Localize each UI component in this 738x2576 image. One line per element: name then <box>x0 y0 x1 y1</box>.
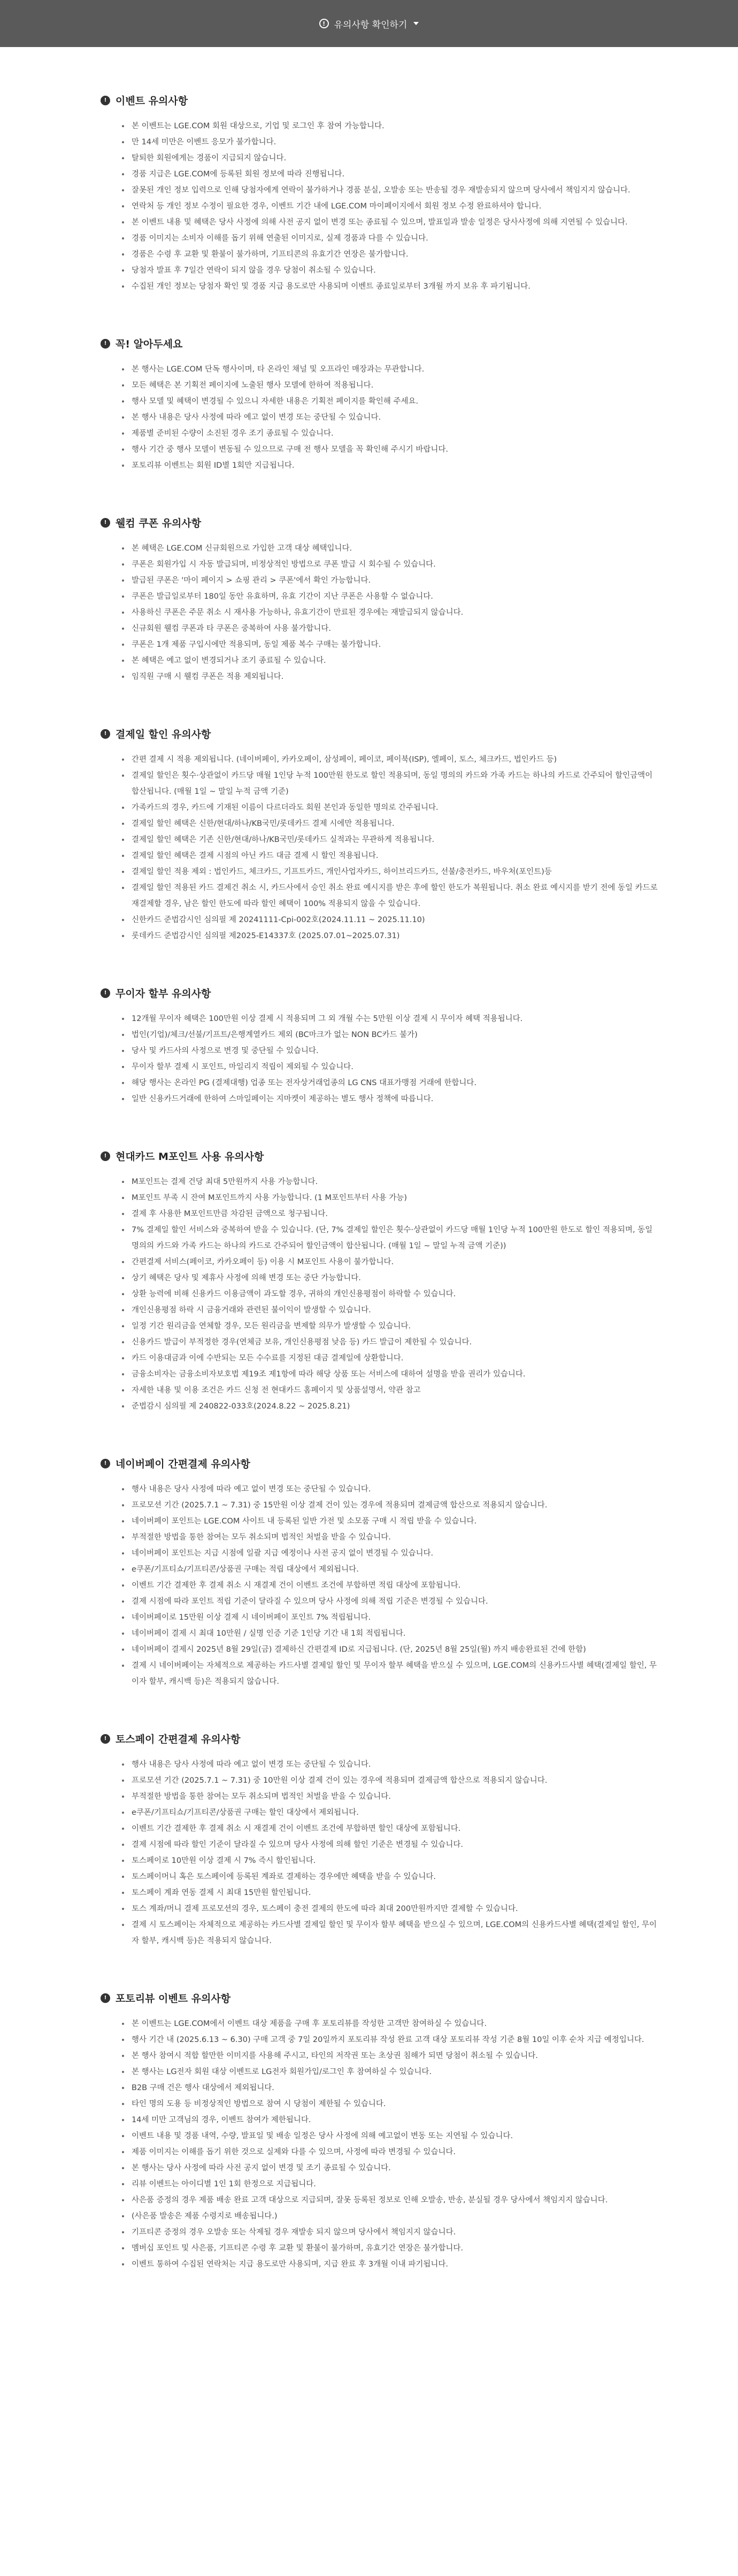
notice-item: 멤버십 포인트 및 사은품, 기프티콘 수령 후 교환 및 환불이 불가하며, 유효기간 연장은 불가합니다. <box>122 2240 658 2256</box>
notice-item: 잘못된 개인 정보 입력으로 인해 당첨자에게 연락이 불가하거나 경품 분실, 오발송 또는 반송될 경우 재발송되지 않으며 당사에서 책임지지 않습니다. <box>122 182 658 198</box>
section-header <box>101 1149 658 1163</box>
section-header <box>101 515 658 530</box>
notice-item: 14세 미만 고객님의 경우, 이벤트 참여가 제한됩니다. <box>122 2112 658 2128</box>
notice-item: 해당 행사는 온라인 PG (결제대행) 업종 또는 전자상거래업종의 LG CNS 대표가맹점 거래에 한합니다. <box>122 1075 658 1091</box>
notice-item: 이벤트 내용 및 경품 내역, 수량, 발표일 및 배송 일정은 당사 사정에 의해 예고없이 변동 또는 지연될 수 있습니다. <box>122 2128 658 2144</box>
notice-item: 본 행사 내용은 당사 사정에 따라 예고 없이 변경 또는 중단될 수 있습니다. <box>122 409 658 426</box>
notice-item: 결제일 할인 혜택은 결제 시점의 아닌 카드 대금 결제 시 할인 적용됩니다. <box>122 848 658 864</box>
notice-item: 행사 내용은 당사 사정에 따라 예고 없이 변경 또는 중단될 수 있습니다. <box>122 1481 658 1497</box>
notice-item: 신한카드 준법감시인 심의필 제 20241111-Cpi-002호(2024.11.11 ~ 2025.11.10) <box>122 912 658 928</box>
notice-item: 결제 후 사용한 M포인트만큼 차감된 금액으로 청구됩니다. <box>122 1206 658 1222</box>
notice-item: 만 14세 미만은 이벤트 응모가 불가합니다. <box>122 134 658 150</box>
section-title: 현대카드 M포인트 사용 유의사항 <box>116 1151 264 1163</box>
notice-item: 사용하신 쿠폰은 주문 취소 시 재사용 가능하나, 유효기간이 만료된 경우에는 재발급되지 않습니다. <box>122 605 658 621</box>
notice-item: 네이버페이 결제 시 최대 10만원 / 실명 인증 기준 1인당 기간 내 1회 적립됩니다. <box>122 1626 658 1642</box>
notice-item: 가족카드의 경우, 카드에 기재된 이름이 다르더라도 회원 본인과 동일한 명의로 간주됩니다. <box>122 800 658 816</box>
exclamation-icon: ! <box>101 1734 110 1744</box>
notice-item: 금융소비자는 금융소비자보호법 제19조 제1항에 따라 해당 상품 또는 서비스에 대하여 설명을 받을 권리가 있습니다. <box>122 1366 658 1382</box>
notice-item: 네이버페이 결제시 2025년 8월 29일(금) 결제하신 간편결제 ID로 지급됩니다. (단, 2025년 8월 25일(월) 까지 배송완료된 건에 한함) <box>122 1642 658 1658</box>
info-icon: ! <box>319 19 329 28</box>
notice-item: 토스페이 계좌 연동 결제 시 최대 15만원 할인됩니다. <box>122 1885 658 1901</box>
notice-item: 연락처 등 개인 정보 수정이 필요한 경우, 이벤트 기간 내에 LGE.COM 마이페이지에서 회원 정보 수정 완료하셔야 합니다. <box>122 198 658 214</box>
section-title: 꼭! 알아두세요 <box>116 338 183 350</box>
notice-item: 카드 이용대금과 이에 수반되는 모든 수수료를 지정된 대금 결제일에 상환합니다. <box>122 1350 658 1366</box>
section-header <box>101 726 658 741</box>
notice-item: 당사 및 카드사의 사정으로 변경 및 중단될 수 있습니다. <box>122 1043 658 1059</box>
notice-item: 본 이벤트 내용 및 혜택은 당사 사정에 의해 사전 공지 없이 변경 또는 종료될 수 있으며, 발표일과 발송 일정은 당사사정에 의해 지연될 수 있습니다. <box>122 214 658 230</box>
notice-item: 결제일 할인은 횟수·상관없이 카드당 매월 1인당 누적 100만원 한도로 할인 적용되며, 동일 명의의 카드와 가족 카드는 하나의 카드로 간주되어 할인금액이 합산됩니다. (매월 1일 ~ 말일 누적 금액 기준) <box>122 768 658 800</box>
exclamation-icon: ! <box>101 988 110 998</box>
notice-toggle-bar[interactable] <box>0 0 738 47</box>
notice-item: 결제일 할인 적용된 카드 결제건 취소 시, 카드사에서 승인 취소 완료 예시지를 받은 후에 할인 한도가 복원됩니다. 취소 완료 예시지를 받기 전에 동일 카드로 재결제할 경우, 남은 할인 한도에 따라 할인 혜택이 100% 적용되지 않을 수 있습니다. <box>122 880 658 912</box>
notice-item: 행사 기간 내 (2025.6.13 ~ 6.30) 구매 고객 중 7일 20일까지 포토리뷰 작성 완료 고객 대상 포토리뷰 작성 기준 8월 10일 이후 순차 지급 예정입니다. <box>122 2032 658 2048</box>
notice-list <box>101 361 658 474</box>
notice-section <box>101 726 658 944</box>
notice-item: 일반 신용카드거래에 한하여 스마일페이는 지마켓이 제공하는 별도 행사 정책에 따릅니다. <box>122 1091 658 1107</box>
notice-item: 경품 이미지는 소비자 이해를 돕기 위해 연출된 이미지로, 실제 경품과 다를 수 있습니다. <box>122 230 658 246</box>
notice-item: 본 혜택은 예고 없이 변경되거나 조기 종료될 수 있습니다. <box>122 653 658 669</box>
section-header <box>101 986 658 1000</box>
notice-list <box>101 1481 658 1690</box>
notice-item: 간편결제 서비스(페이코, 카카오페이 등) 이용 시 M포인트 사용이 불가합니다. <box>122 1254 658 1270</box>
notice-item: 경품은 수령 후 교환 및 환불이 불가하며, 기프티콘의 유효기간 연장은 불가합니다. <box>122 246 658 262</box>
notice-item: 결제일 할인 혜택은 기존 신한/현대/하나/KB국민/롯데카드 실적과는 무관하게 적용됩니다. <box>122 832 658 848</box>
notice-item: 결제일 할인 적용 제외 : 법인카드, 체크카드, 기프트카드, 개인사업자카드, 하이브리드카드, 선불/충전카드, 바우처(포인트)등 <box>122 864 658 880</box>
notice-item: 부적절한 방법을 통한 참여는 모두 취소되며 법적인 처벌을 받을 수 있습니다. <box>122 1789 658 1805</box>
notice-item: 본 이벤트는 LGE.COM에서 이벤트 대상 제품을 구매 후 포토리뷰를 작성한 고객만 참여하실 수 있습니다. <box>122 2016 658 2032</box>
notice-item: 행사 내용은 당사 사정에 따라 예고 없이 변경 또는 중단될 수 있습니다. <box>122 1757 658 1773</box>
notice-item: 토스페이로 10만원 이상 결제 시 7% 즉시 할인됩니다. <box>122 1853 658 1869</box>
notice-item: 준법감시 심의필 제 240822-033호(2024.8.22 ~ 2025.8.21) <box>122 1398 658 1414</box>
notice-item: 신규회원 웰컴 쿠폰과 타 쿠폰은 중복하여 사용 불가합니다. <box>122 621 658 637</box>
section-header <box>101 1456 658 1471</box>
notice-item: 당첨자 발표 후 7일간 연락이 되지 않을 경우 당첨이 취소될 수 있습니다. <box>122 262 658 279</box>
notice-item: 간편 결제 시 적용 제외됩니다. (네이버페이, 카카오페이, 삼성페이, 페이코, 페이북(ISP), 엘페이, 토스, 체크카드, 법인카드 등) <box>122 752 658 768</box>
notice-list <box>101 2016 658 2272</box>
notice-item: 프로모션 기간 (2025.7.1 ~ 7.31) 중 10만원 이상 결제 건이 있는 경우에 적용되며 결제금액 합산으로 적용되지 않습니다. <box>122 1773 658 1789</box>
notice-item: 포토리뷰 이벤트는 회원 ID별 1회만 지급됩니다. <box>122 458 658 474</box>
section-title: 네이버페이 간편결제 유의사항 <box>116 1458 250 1470</box>
notice-item: 탈퇴한 회원에게는 경품이 지급되지 않습니다. <box>122 150 658 166</box>
notice-item: 7% 결제일 할인 서비스와 중복하여 받을 수 있습니다. (단, 7% 결제일 할인은 횟수·상관없이 카드당 매월 1인당 누적 100만원 한도로 할인 적용되며, 동일 명의의 카드와 가족 카드는 하나의 카드로 간주되어 할인금액이 합산됩니다. (매월 1일 ~ 말일 누적 금액 기준)) <box>122 1222 658 1254</box>
notice-item: 결제 시 네이버페이는 자체적으로 제공하는 카드사별 결제일 할인 및 무이자 할부 혜택을 받으실 수 있으며, LGE.COM의 신용카드사별 혜택(결제일 할인, 무이자 할부, 캐시백 등)은 적용되지 않습니다. <box>122 1658 658 1690</box>
notice-item: 이벤트 기간 결제한 후 결제 취소 시 재결제 건이 이벤트 조건에 부합하면 할인 대상에 포함됩니다. <box>122 1821 658 1837</box>
exclamation-icon: ! <box>101 1151 110 1161</box>
notice-item: 수집된 개인 정보는 당첨자 확인 및 경품 지급 용도로만 사용되며 이벤트 종료일로부터 3개월 까지 보유 후 파기됩니다. <box>122 279 658 295</box>
notice-item: e쿠폰/기프티쇼/기프티콘/상품권 구매는 할인 대상에서 제외됩니다. <box>122 1805 658 1821</box>
notice-item: 12개월 무이자 혜택은 100만원 이상 결제 시 적용되며 그 외 개월 수는 5만원 이상 결제 시 무이자 혜택 적용됩니다. <box>122 1011 658 1027</box>
notice-item: 결제 시 토스페이는 자체적으로 제공하는 카드사별 결제일 할인 및 무이자 할부 혜택을 받으실 수 있으며, LGE.COM의 신용카드사별 혜택(결제일 할인, 무이자 할부, 캐시백 등)은 적용되지 않습니다. <box>122 1917 658 1949</box>
section-header <box>101 1731 658 1746</box>
notice-item: 법인(기업)/체크/선불/기프트/은행계열카드 제외 (BC마크가 없는 NON BC카드 불가) <box>122 1027 658 1043</box>
notice-toggle[interactable] <box>319 17 419 30</box>
notice-section <box>101 1731 658 1949</box>
notice-item: 본 행사는 LG전자 회원 대상 이벤트로 LG전자 회원가입/로그인 후 참여하실 수 있습니다. <box>122 2064 658 2080</box>
notice-item: 타인 명의 도용 등 비정상적인 방법으로 참여 시 당첨이 제한될 수 있습니다. <box>122 2096 658 2112</box>
notice-content <box>0 47 738 2357</box>
notice-item: 네이버페이 포인트는 LGE.COM 사이트 내 등록된 일반 가전 및 소모품 구매 시 적립 받을 수 있습니다. <box>122 1513 658 1529</box>
section-title: 웰컴 쿠폰 유의사항 <box>116 517 202 529</box>
notice-list <box>101 1757 658 1949</box>
notice-item: 경품 지급은 LGE.COM에 등록된 회원 정보에 따라 진행됩니다. <box>122 166 658 182</box>
notice-item: 네이버페이로 15만원 이상 결제 시 네이버페이 포인트 7% 적립됩니다. <box>122 1610 658 1626</box>
notice-item: 이벤트 통하여 수집된 연락처는 지급 용도로만 사용되며, 지급 완료 후 3개월 이내 파기됩니다. <box>122 2256 658 2272</box>
section-title: 이벤트 유의사항 <box>116 95 188 107</box>
notice-item: 개인신용평점 하락 시 금융거래와 관련된 불이익이 발생할 수 있습니다. <box>122 1302 658 1318</box>
notice-item: 토스페이머니 혹은 토스페이에 등록된 계좌로 결제하는 경우에만 혜택을 받을 수 있습니다. <box>122 1869 658 1885</box>
notice-section <box>101 515 658 685</box>
notice-section <box>101 93 658 295</box>
section-title: 포토리뷰 이벤트 유의사항 <box>116 1993 231 2005</box>
notice-toggle-label: 유의사항 확인하기 <box>334 19 408 30</box>
notice-list <box>101 1011 658 1107</box>
exclamation-icon: ! <box>101 1459 110 1468</box>
notice-item: 리뷰 이벤트는 아이디별 1인 1회 한정으로 지급됩니다. <box>122 2176 658 2192</box>
notice-item: 쿠폰은 회원가입 시 자동 발급되며, 비정상적인 방법으로 쿠폰 발급 시 회수될 수 있습니다. <box>122 556 658 573</box>
notice-item: 쿠폰은 발급일로부터 180일 동안 유효하며, 유효 기간이 지난 쿠폰은 사용할 수 없습니다. <box>122 589 658 605</box>
notice-item: 결제 시점에 따라 포인트 적립 기준이 달라질 수 있으며 당사 사정에 의해 적립 기준은 변경될 수 있습니다. <box>122 1593 658 1610</box>
notice-item: 롯데카드 준법감시인 심의필 제2025-E14337호 (2025.07.01~2025.07.31) <box>122 928 658 944</box>
notice-item: 행사 모델 및 혜택이 변경될 수 있으니 자세한 내용은 기획전 페이지를 확인해 주세요. <box>122 393 658 409</box>
notice-item: 기프티콘 증정의 경우 오발송 또는 삭제될 경우 재발송 되지 않으며 당사에서 책임지지 않습니다. <box>122 2224 658 2240</box>
notice-item: M포인트 부족 시 잔여 M포인트까지 사용 가능합니다. (1 M포인트부터 사용 가능) <box>122 1190 658 1206</box>
notice-list <box>101 540 658 685</box>
notice-section <box>101 986 658 1107</box>
notice-item: (사은품 발송은 제품 수령지로 배송됩니다.) <box>122 2208 658 2224</box>
notice-item: 제품별 준비된 수량이 소진된 경우 조기 종료될 수 있습니다. <box>122 426 658 442</box>
notice-item: 발급된 쿠폰은 '마이 페이지 > 쇼핑 관리 > 쿠폰'에서 확인 가능합니다. <box>122 573 658 589</box>
notice-item: 결제일 할인 혜택은 신한/현대/하나/KB국민/롯데카드 결제 시에만 적용됩니다. <box>122 816 658 832</box>
notice-item: 본 행사는 당사 사정에 따라 사전 공지 없이 변경 및 조기 종료될 수 있습니다. <box>122 2160 658 2176</box>
notice-section <box>101 1991 658 2272</box>
notice-item: 무이자 할부 결제 시 포인트, 마일리지 적립이 제외될 수 있습니다. <box>122 1059 658 1075</box>
exclamation-icon: ! <box>101 518 110 528</box>
notice-item: 제품 이미지는 이해를 돕기 위한 것으로 실제와 다를 수 있으며, 사정에 따라 변경될 수 있습니다. <box>122 2144 658 2160</box>
notice-item: 행사 기간 중 행사 모델이 변동될 수 있으므로 구매 전 행사 모델을 꼭 확인해 주시기 바랍니다. <box>122 442 658 458</box>
notice-item: 부적절한 방법을 통한 참여는 모두 취소되며 법적인 처벌을 받을 수 있습니다. <box>122 1529 658 1545</box>
section-title: 토스페이 간편결제 유의사항 <box>116 1734 241 1745</box>
chevron-down-icon <box>413 22 419 25</box>
notice-item: 본 행사는 LGE.COM 단독 행사이며, 타 온라인 채널 및 오프라인 매장과는 무관합니다. <box>122 361 658 377</box>
notice-item: 네이버페이 포인트는 지급 시점에 일괄 지급 예정이나 사전 공지 없이 변경될 수 있습니다. <box>122 1545 658 1561</box>
notice-list <box>101 752 658 944</box>
notice-item: 이벤트 기간 결제한 후 결제 취소 시 재결제 건이 이벤트 조건에 부합하면 적립 대상에 포함됩니다. <box>122 1577 658 1593</box>
exclamation-icon: ! <box>101 96 110 105</box>
notice-item: 임직원 구매 시 웰컴 쿠폰은 적용 제외됩니다. <box>122 669 658 685</box>
notice-item: B2B 구매 건은 행사 대상에서 제외됩니다. <box>122 2080 658 2096</box>
section-header <box>101 93 658 107</box>
notice-item: 결제 시점에 따라 할인 기준이 달라질 수 있으며 당사 사정에 의해 할인 기준은 변경될 수 있습니다. <box>122 1837 658 1853</box>
section-title: 무이자 할부 유의사항 <box>116 988 211 1000</box>
notice-item: 쿠폰은 1개 제품 구입시에만 적용되며, 동일 제품 복수 구매는 불가합니다. <box>122 637 658 653</box>
notice-item: 토스 계좌/머니 결제 프로모션의 경우, 토스페이 충전 결제의 한도에 따라 최대 200만원까지만 결제할 수 있습니다. <box>122 1901 658 1917</box>
exclamation-icon: ! <box>101 1993 110 2003</box>
notice-item: 일정 기간 원리금을 연체할 경우, 모든 원리금을 변제할 의무가 발생할 수 있습니다. <box>122 1318 658 1334</box>
notice-item: 본 이벤트는 LGE.COM 회원 대상으로, 기업 및 로그인 후 참여 가능합니다. <box>122 118 658 134</box>
section-title: 결제일 할인 유의사항 <box>116 729 211 740</box>
notice-list <box>101 1174 658 1414</box>
notice-item: 본 혜택은 LGE.COM 신규회원으로 가입한 고객 대상 혜택입니다. <box>122 540 658 556</box>
notice-item: M포인트는 결제 건당 최대 5만원까지 사용 가능합니다. <box>122 1174 658 1190</box>
notice-item: 프로모션 기간 (2025.7.1 ~ 7.31) 중 15만원 이상 결제 건이 있는 경우에 적용되며 결제금액 합산으로 적용되지 않습니다. <box>122 1497 658 1513</box>
notice-list <box>101 118 658 295</box>
notice-item: e쿠폰/기프티쇼/기프티콘/상품권 구매는 적립 대상에서 제외됩니다. <box>122 1561 658 1577</box>
notice-item: 상환 능력에 비해 신용카드 이용금액이 과도할 경우, 귀하의 개인신용평점이 하락할 수 있습니다. <box>122 1286 658 1302</box>
notice-section <box>101 1456 658 1690</box>
exclamation-icon: ! <box>101 339 110 349</box>
section-header <box>101 336 658 351</box>
section-header <box>101 1991 658 2005</box>
notice-item: 신용카드 발급이 부적정한 경우(연체금 보유, 개인신용평점 낮음 등) 카드 발급이 제한될 수 있습니다. <box>122 1334 658 1350</box>
notice-item: 본 행사 참여시 적합 할만한 이미지를 사용해 주시고, 타인의 저작권 또는 초상권 침해가 되면 당첨이 취소될 수 있습니다. <box>122 2048 658 2064</box>
exclamation-icon: ! <box>101 729 110 739</box>
notice-item: 자세한 내용 및 이용 조건은 카드 신청 전 현대카드 홈페이지 및 상품설명서, 약관 참고 <box>122 1382 658 1398</box>
notice-item: 상기 혜택은 당사 및 제휴사 사정에 의해 변경 또는 중단 가능합니다. <box>122 1270 658 1286</box>
notice-section <box>101 336 658 474</box>
notice-section <box>101 1149 658 1414</box>
notice-item: 모든 혜택은 본 기획전 페이지에 노출된 행사 모델에 한하여 적용됩니다. <box>122 377 658 393</box>
notice-item: 사은품 증정의 경우 제품 배송 완료 고객 대상으로 지급되며, 잘못 등록된 정보로 인해 오발송, 반송, 분실될 경우 당사에서 책임지지 않습니다. <box>122 2192 658 2208</box>
